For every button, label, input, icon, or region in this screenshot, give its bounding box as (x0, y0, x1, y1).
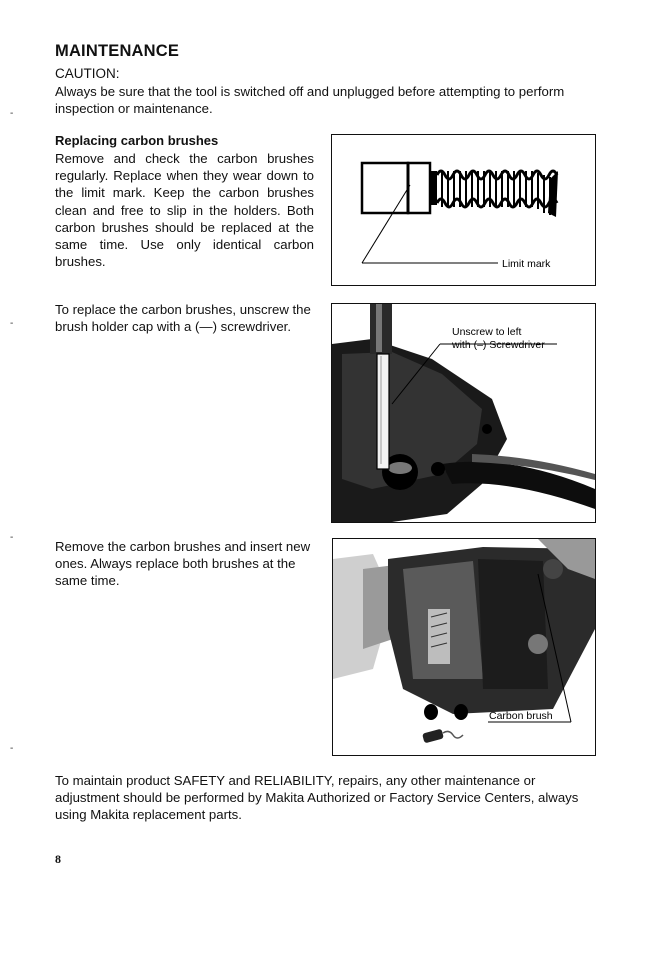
limit-mark-label: Limit mark (502, 258, 551, 270)
carbon-brush-icon (454, 704, 468, 720)
caution-text: Always be sure that the tool is switched off and unplugged before attempting to perform inspection or maintenance. (55, 84, 565, 116)
margin-mark: - (10, 318, 14, 329)
motor-photo (333, 539, 595, 755)
carbon-brush-diagram (332, 135, 595, 285)
section-heading: Replacing carbon brushes (55, 133, 219, 148)
carbon-brush-icon (424, 704, 438, 720)
unscrew-label-line2: with (–) Screwdriver (452, 339, 545, 351)
page-title: MAINTENANCE (55, 42, 180, 60)
carbon-brush-paragraph: Remove and check the carbon brushes regularly. Replace when they wear down to the limit mark. Keep the carbon brushes clean and free to slip in the holders. Both carbon brushes should be replaced at the same time. Use only identical carbon brushes. (55, 151, 314, 270)
remove-paragraph: Remove the carbon brushes and insert new ones. Always replace both brushes at the same time. (55, 539, 311, 589)
page-number: 8 (55, 852, 61, 866)
margin-mark: - (10, 532, 14, 543)
unscrew-label-line1: Unscrew to left (452, 326, 522, 338)
carbon-brush-figure (332, 538, 596, 756)
unscrew-paragraph: To replace the carbon brushes, unscrew the brush holder cap with a (—) screwdriver. (55, 302, 311, 335)
screwdriver-photo (332, 304, 595, 522)
limit-mark-figure (331, 134, 596, 286)
caution-label: CAUTION: (55, 66, 120, 81)
safety-note: To maintain product SAFETY and RELIABILITY, repairs, any other maintenance or adjustment should be performed by Makita Authorized or Factory Service Centers, always using Makita replacement parts. (55, 773, 579, 823)
unscrew-figure (331, 303, 596, 523)
margin-mark: - (10, 743, 14, 754)
margin-mark: - (10, 108, 14, 119)
carbon-brush-label: Carbon brush (489, 710, 553, 722)
